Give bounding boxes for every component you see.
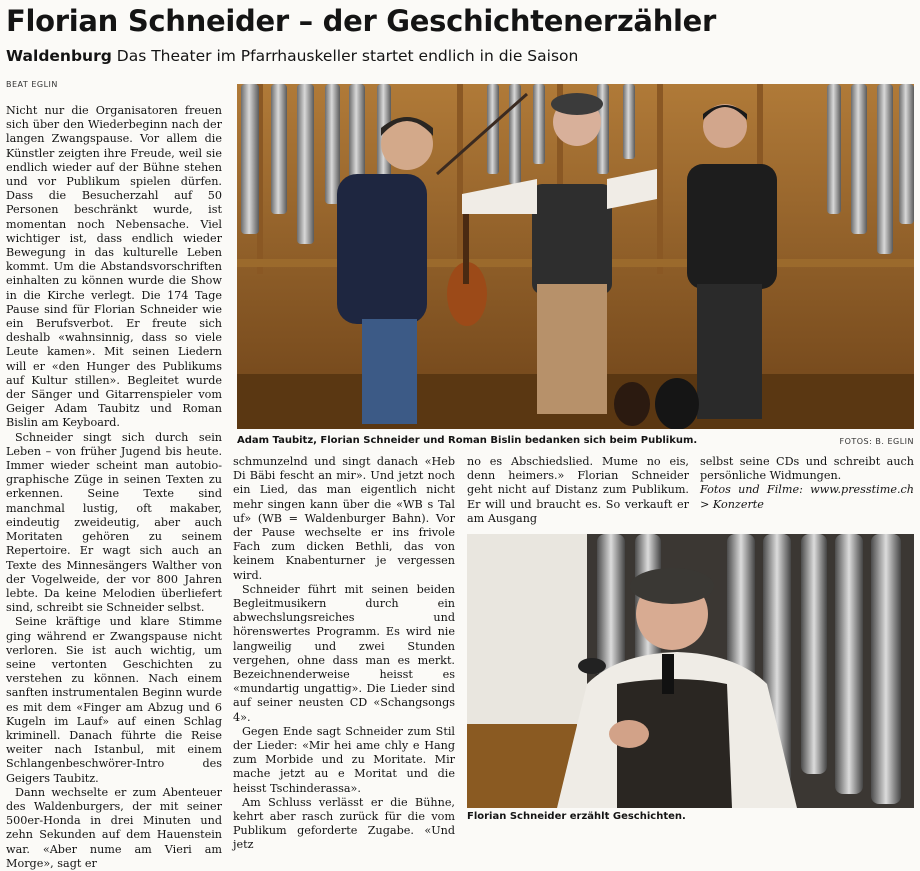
web-credit: Fotos und Filme: www.presstime.ch > Konzerte	[700, 483, 914, 511]
paragraph: Gegen Ende sagt Schneider zum Stil der Lieder: «Mir hei ame chly e Hang zum Morbide und zu Moritate. Mir mache jetzt au e Moritat und die heisst Tschinderassa».	[233, 724, 455, 795]
paragraph: Schneider führt mit seinen beiden Begleitmusikern durch ein abwechslungsreiches und hörenswertes Programm. Es wird nie langweilig und zwei Stunden vergehen, ohne dass man es merkt. Bezeichnenderweise heisst es «mundartig ungattig». Die Lieder sind auf seiner neusten CD «Schangsongs 4».	[233, 582, 455, 724]
photo-musicians-bowing	[237, 84, 914, 429]
paragraph: Nicht nur die Organisatoren freuen sich über den Wiederbeginn nach der langen Zwangspause. Vor allem die Künstler zeigten ihre Freude, weil sie endlich wieder auf der Bühne stehen und vor Publikum spielen dürfen. Dass die Besucherzahl auf 50 Personen beschränkt wurde, ist momentan noch Nebensache. Viel wichtiger ist, dass endlich wieder Bewegung in das kulturelle Leben kommt. Um die Abstandsvorschriften einhalten zu können wurde die Show in die Kirche verlegt. Die 174 Tage Pause sind für Florian Schneider wie ein Berufsverbot. Er freute sich deshalb «wahnsinnig, dass so viele Leute kamen». Mit seinen Liedern will er «den Hunger des Publikums auf Kultur stillen». Begleitet wurde der Sänger und Gitarrenspieler vom Geiger Adam Taubitz und Roman Bislin am Keyboard.	[6, 104, 222, 430]
paragraph: selbst seine CDs und schreibt auch persönliche Widmungen.	[700, 455, 914, 483]
paragraph: no es Abschiedslied. Mume no eis, denn heimers.» Florian Schneider geht nicht auf Distanz zum Publikum. Er will und braucht es. So verkauft er am Ausgang	[467, 455, 689, 525]
photo-caption-bottom: Florian Schneider erzählt Geschichten.	[467, 811, 686, 822]
article-column-1	[6, 104, 222, 871]
headline: Florian Schneider – der Geschichtenerzähler	[6, 4, 717, 38]
paragraph: Schneider singt sich durch sein Leben – von früher Jugend bis heute. Immer wieder scheint man autobio-graphische Züge in seinen Texten zu erkennen. Seine Texte sind manchmal lustig, oft makaber, eindeutig zweideutig, aber auch Moritaten gehören zu seinem Repertoire. Er wagt sich auch an Texte des Minnesängers Walther von der Vogelweide, der vor 800 Jahren lebte. Da keine Melodien überliefert sind, schreibt sie Schneider selbst.	[6, 430, 222, 615]
subhead-text: Das Theater im Pfarrhauskeller startet endlich in die Saison	[116, 47, 579, 65]
photo-credit: FOTOS: B. EGLIN	[839, 437, 914, 446]
subhead-place: Waldenburg	[6, 47, 112, 65]
paragraph: Am Schluss verlässt er die Bühne, kehrt aber rasch zurück für die vom Publikum geforderte Zugabe. «Und jetz	[233, 795, 455, 852]
paragraph: Seine kräftige und klare Stimme ging während er Zwangspause nicht verloren. Sie ist auch wichtig, um seine vertonten Geschichten zu verstehen zu können. Nach einem sanften instrumentalen Beginn wurde es mit dem «Finger am Abzug und 6 Kugeln im Lauf» auf einen Schlag kriminell. Danach führte die Reise weiter nach Istanbul, mit einem Schlangenbeschwörer-Intro des Geigers Taubitz.	[6, 615, 222, 785]
author-byline: BEAT EGLIN	[6, 80, 58, 89]
paragraph: Dann wechselte er zum Abenteuer des Waldenburgers, der mit seiner 500er-Honda in drei Minuten und zehn Sekunden auf dem Hauenstein war. «Aber nume am Vieri am Morge», sagt er	[6, 785, 222, 870]
subheadline	[6, 47, 578, 65]
article-column-3	[467, 455, 689, 526]
paragraph: schmunzelnd und singt danach «Heb Di Bäbi fescht an mir». Und jetzt noch ein Lied, das man eigentlich nicht mehr singen kann über die «WB s Tal uf» (WB = Waldenburger Bahn). Vor der Pause wechselte er ins frivole Fach zum dicken Bethli, das von keinem Knabenturner je vergessen wird.	[233, 455, 455, 582]
article-column-2	[233, 455, 455, 853]
photo-singer-storytelling	[467, 534, 914, 808]
photo-caption-top: Adam Taubitz, Florian Schneider und Roman Bislin bedanken sich beim Publikum.	[237, 435, 698, 446]
article-column-4	[700, 455, 914, 512]
